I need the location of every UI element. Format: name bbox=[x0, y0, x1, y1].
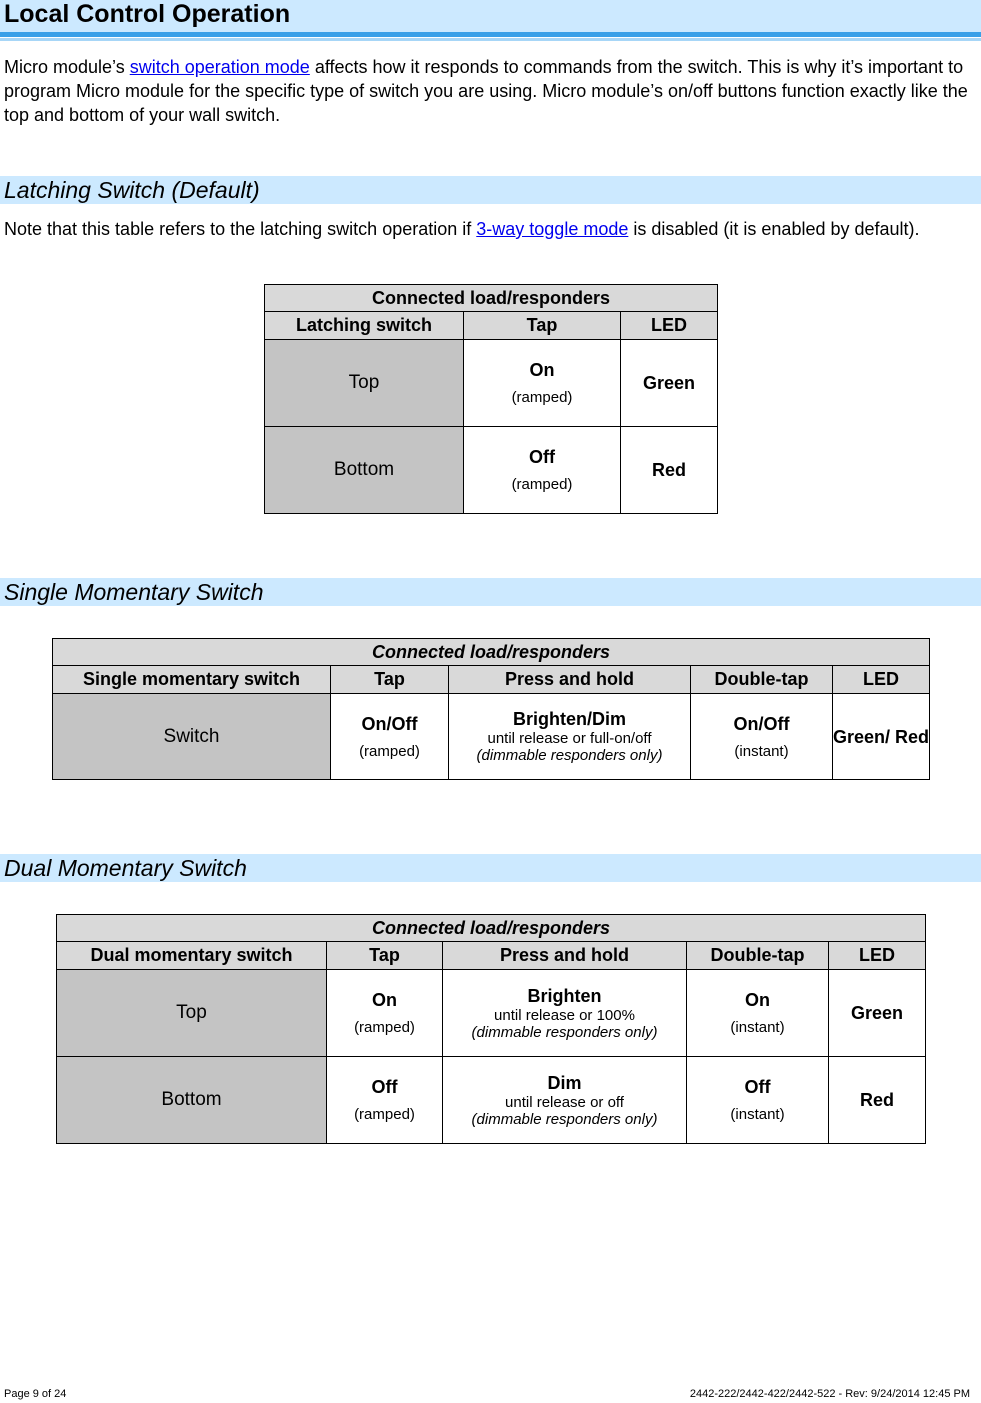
dual-hold-cell bbox=[443, 970, 687, 1057]
latching-led-cell: Red bbox=[621, 427, 718, 514]
title-rule-light bbox=[0, 38, 981, 41]
tap-note: (ramped) bbox=[511, 476, 573, 493]
single-heading: Single Momentary Switch bbox=[4, 579, 264, 605]
intro-text-1: Micro module’s bbox=[4, 57, 130, 77]
hold-value: Brighten bbox=[527, 985, 602, 1006]
latching-note bbox=[4, 217, 976, 241]
dual-header-tap: Tap bbox=[327, 942, 443, 970]
table-row bbox=[265, 340, 718, 427]
latching-heading: Latching Switch (Default) bbox=[4, 177, 260, 203]
doubletap-value: On bbox=[745, 990, 770, 1010]
dual-doubletap-cell bbox=[687, 970, 829, 1057]
tap-value: On bbox=[529, 360, 555, 380]
dual-tap-cell bbox=[327, 1057, 443, 1144]
latching-table-title: Connected load/responders bbox=[265, 285, 718, 312]
single-header-doubletap: Double-tap bbox=[691, 666, 833, 694]
dual-row-label: Bottom bbox=[57, 1057, 327, 1144]
dual-doubletap-cell bbox=[687, 1057, 829, 1144]
dual-tap-cell bbox=[327, 970, 443, 1057]
doubletap-value: On/Off bbox=[733, 713, 790, 734]
title-rule bbox=[0, 32, 981, 37]
single-hold-cell bbox=[449, 694, 691, 780]
latching-table bbox=[264, 284, 718, 514]
single-tap-cell bbox=[331, 694, 449, 780]
doubletap-note: (instant) bbox=[730, 1019, 785, 1036]
tap-note: (ramped) bbox=[359, 742, 420, 760]
dual-hold-cell bbox=[443, 1057, 687, 1144]
table-row bbox=[265, 427, 718, 514]
doubletap-note: (instant) bbox=[734, 742, 789, 760]
single-row-label: Switch bbox=[53, 694, 331, 780]
latching-header-led: LED bbox=[621, 312, 718, 340]
single-header-tap: Tap bbox=[331, 666, 449, 694]
title-bar bbox=[0, 0, 981, 32]
dual-header-hold: Press and hold bbox=[443, 942, 687, 970]
dual-table-title: Connected load/responders bbox=[57, 915, 926, 942]
dual-section-header bbox=[0, 854, 981, 882]
single-header-switch: Single momentary switch bbox=[53, 666, 331, 694]
hold-note: until release or full-on/off bbox=[487, 730, 652, 747]
table-row bbox=[53, 694, 930, 780]
hold-note: until release or 100% bbox=[494, 1006, 635, 1024]
latching-note-text-1: Note that this table refers to the latching switch operation if bbox=[4, 219, 477, 239]
tap-value: Off bbox=[371, 1077, 398, 1097]
switch-operation-mode-link[interactable]: switch operation mode bbox=[129, 57, 310, 77]
latching-led-cell: Green bbox=[621, 340, 718, 427]
page-title: Local Control Operation bbox=[4, 0, 291, 28]
dual-header-led: LED bbox=[829, 942, 926, 970]
single-header-led: LED bbox=[833, 666, 930, 694]
latching-header-switch: Latching switch bbox=[265, 312, 464, 340]
tap-note: (ramped) bbox=[511, 389, 573, 406]
latching-section-header bbox=[0, 176, 981, 204]
hold-note-dimmable: (dimmable responders only) bbox=[471, 1110, 658, 1128]
hold-note-dimmable: (dimmable responders only) bbox=[471, 1023, 658, 1041]
tap-value: On bbox=[372, 990, 397, 1010]
latching-header-tap: Tap bbox=[464, 312, 621, 340]
dual-header-switch: Dual momentary switch bbox=[57, 942, 327, 970]
single-section-header bbox=[0, 578, 981, 606]
latching-note-text-2: is disabled (it is enabled by default). bbox=[628, 219, 920, 239]
single-table bbox=[52, 638, 930, 780]
latching-row-label: Bottom bbox=[265, 427, 464, 514]
hold-note-dimmable: (dimmable responders only) bbox=[476, 747, 663, 764]
dual-header-doubletap: Double-tap bbox=[687, 942, 829, 970]
tap-value: Off bbox=[529, 447, 555, 467]
doubletap-value: Off bbox=[744, 1077, 771, 1097]
dual-row-label: Top bbox=[57, 970, 327, 1057]
single-led-cell: Green/ Red bbox=[833, 694, 930, 780]
hold-value: Brighten/Dim bbox=[512, 709, 626, 729]
hold-note: until release or off bbox=[505, 1093, 624, 1111]
tap-note: (ramped) bbox=[354, 1019, 415, 1036]
latching-tap-cell bbox=[464, 427, 621, 514]
latching-tap-cell bbox=[464, 340, 621, 427]
table-row bbox=[57, 1057, 926, 1144]
footer-page-number: Page 9 of 24 bbox=[4, 1388, 67, 1400]
dual-led-cell: Green bbox=[829, 970, 926, 1057]
latching-row-label: Top bbox=[265, 340, 464, 427]
table-row bbox=[57, 970, 926, 1057]
intro-text-2: affects how it responds to commands from the switch. This is why it’s important to program Micro module for the specific type of switch you are using. Micro module’s on/off buttons function exactly like the top and bottom of your wall switch. bbox=[4, 57, 968, 125]
tap-value: On/Off bbox=[361, 713, 418, 734]
single-doubletap-cell bbox=[691, 694, 833, 780]
doubletap-note: (instant) bbox=[730, 1106, 785, 1123]
dual-heading: Dual Momentary Switch bbox=[4, 855, 247, 881]
footer-doc-info: 2442-222/2442-422/2442-522 - Rev: 9/24/2014 12:45 PM bbox=[689, 1388, 970, 1400]
dual-table bbox=[56, 914, 926, 1144]
intro-paragraph bbox=[4, 55, 976, 127]
hold-value: Dim bbox=[547, 1072, 582, 1093]
tap-note: (ramped) bbox=[354, 1106, 415, 1123]
single-header-hold: Press and hold bbox=[449, 666, 691, 694]
dual-led-cell: Red bbox=[829, 1057, 926, 1144]
single-table-title: Connected load/responders bbox=[53, 639, 930, 666]
three-way-toggle-mode-link[interactable]: 3-way toggle mode bbox=[476, 219, 629, 239]
